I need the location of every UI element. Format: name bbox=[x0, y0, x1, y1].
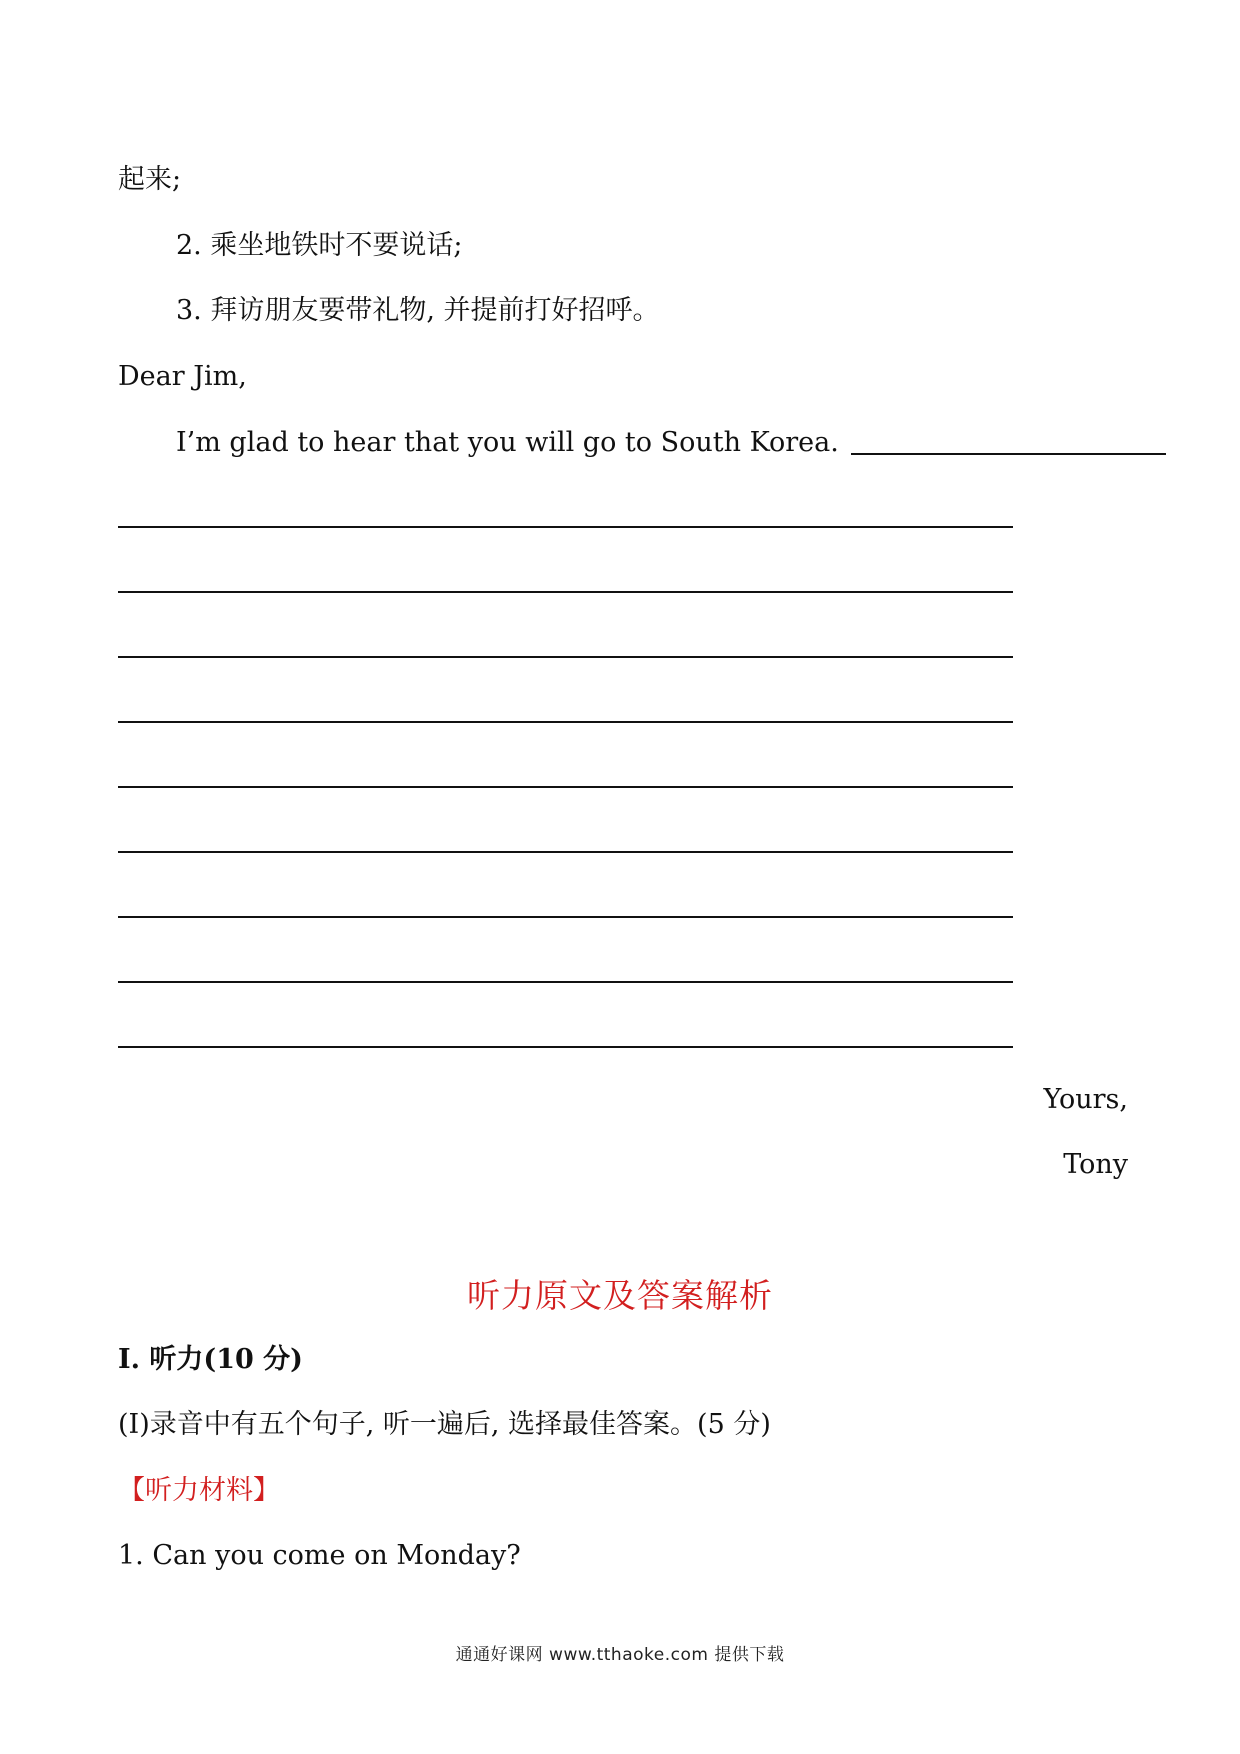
writing-blank-line[interactable] bbox=[118, 786, 1013, 788]
instruction-text: (I)录音中有五个句子, 听一遍后, 选择最佳答案。(5 分) bbox=[118, 1409, 771, 1440]
letter-opening-line bbox=[176, 426, 1166, 460]
writing-blank-line[interactable] bbox=[118, 916, 1013, 918]
writing-blank-line[interactable] bbox=[118, 981, 1013, 983]
listening-item: 1. Can you come on Monday? bbox=[118, 1540, 521, 1571]
writing-blank-line[interactable] bbox=[118, 656, 1013, 658]
letter-closing: Yours, bbox=[1043, 1084, 1128, 1115]
writing-blank-line[interactable] bbox=[118, 526, 1013, 528]
writing-blank-line[interactable] bbox=[118, 1046, 1013, 1048]
writing-blank-line[interactable] bbox=[118, 721, 1013, 723]
continuation-text: 起来; bbox=[118, 164, 182, 195]
material-label: 【听力材料】 bbox=[118, 1475, 280, 1506]
letter-opening-text: I’m glad to hear that you will go to South Korea. bbox=[176, 427, 839, 458]
letter-signature: Tony bbox=[1063, 1149, 1128, 1180]
letter-greeting: Dear Jim, bbox=[118, 361, 247, 392]
writing-blank-inline[interactable] bbox=[851, 453, 1166, 455]
writing-blank-line[interactable] bbox=[118, 851, 1013, 853]
footer-text: 通通好课网 www.tthaoke.com 提供下载 bbox=[455, 1645, 785, 1665]
rule-2: 2. 乘坐地铁时不要说话; bbox=[176, 230, 463, 261]
answer-section-title: 听力原文及答案解析 bbox=[467, 1276, 773, 1315]
writing-blank-line[interactable] bbox=[118, 591, 1013, 593]
rule-3: 3. 拜访朋友要带礼物, 并提前打好招呼。 bbox=[176, 295, 660, 326]
part-heading: Ⅰ. 听力(10 分) bbox=[118, 1344, 303, 1375]
